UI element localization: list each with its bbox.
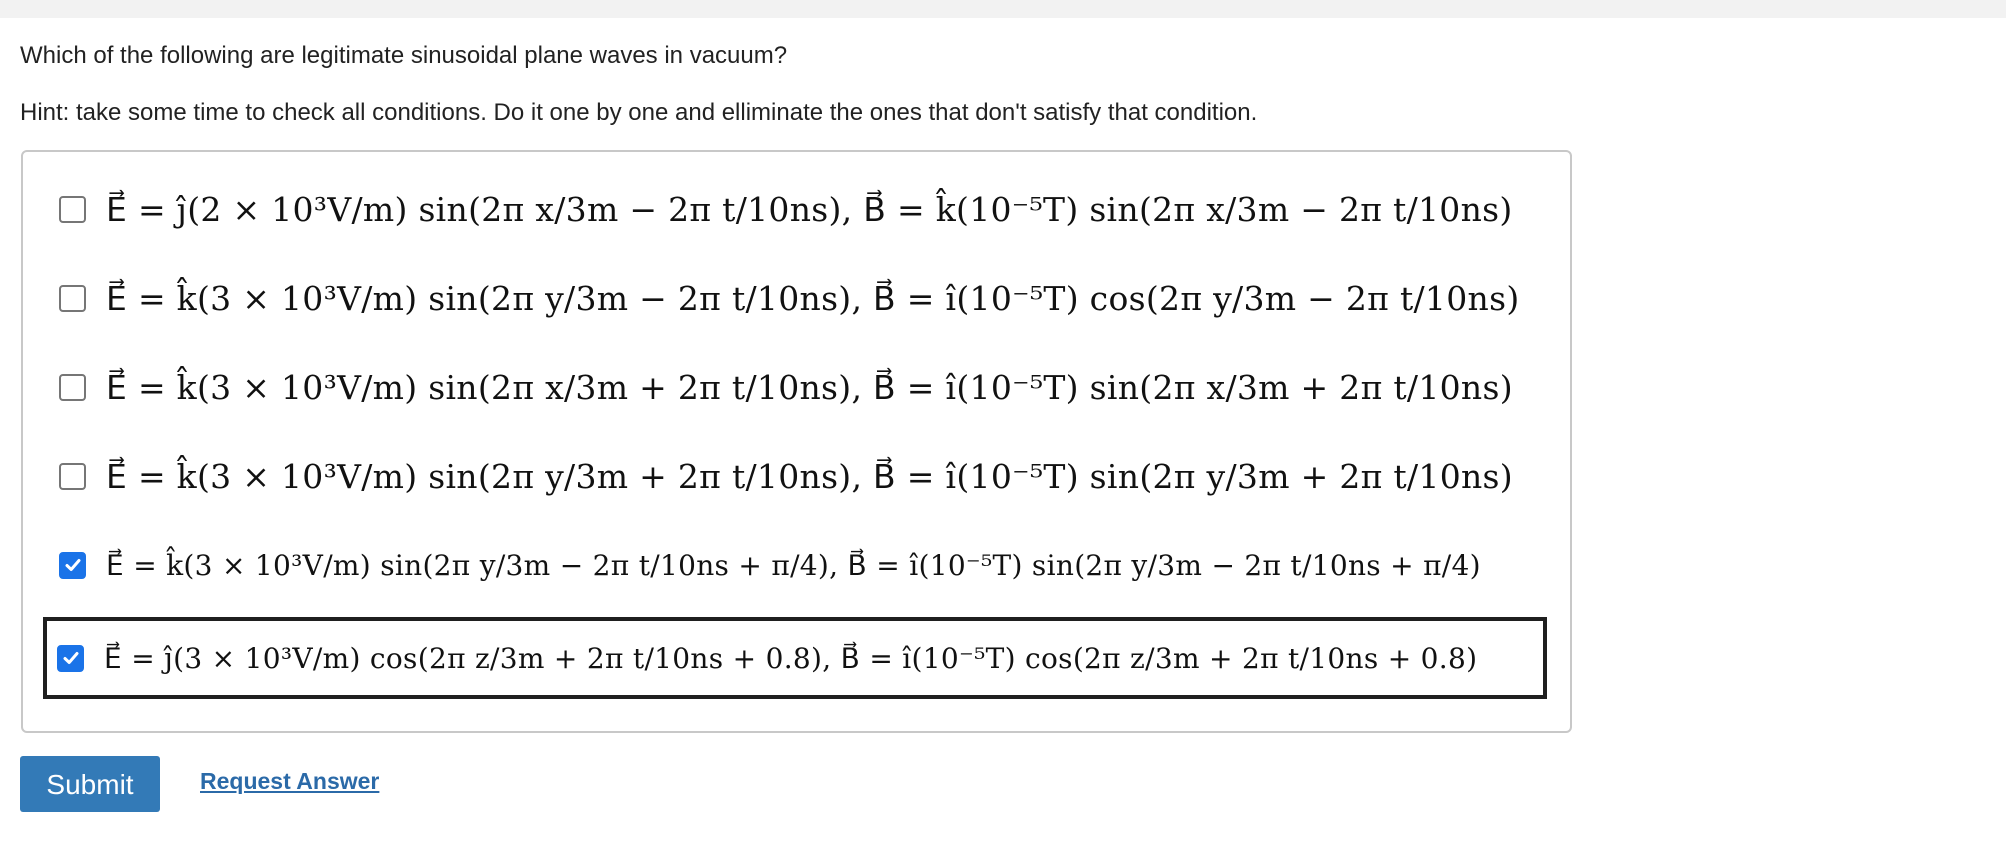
submit-button[interactable]: Submit: [20, 756, 160, 812]
option-checkbox[interactable]: [59, 374, 86, 401]
answer-option[interactable]: [45, 435, 1545, 517]
top-bar: [0, 0, 2006, 18]
option-formula: E⃗ = k̂(3 × 10³V/m) sin(2π y/3m + 2π t/10ns), B⃗ = î(10⁻⁵T) sin(2π y/3m + 2π t/10ns): [106, 456, 1513, 496]
answer-option[interactable]: [43, 617, 1547, 699]
hint-text: Hint: take some time to check all conditions. Do it one by one and elliminate the ones that don't satisfy that condition.: [20, 99, 1258, 126]
request-answer-link[interactable]: Request Answer: [200, 768, 380, 794]
option-checkbox[interactable]: [59, 552, 86, 579]
check-icon: [63, 555, 83, 575]
option-formula: E⃗ = k̂(3 × 10³V/m) sin(2π y/3m − 2π t/10ns + π/4), B⃗ = î(10⁻⁵T) sin(2π y/3m − 2π t/10ns + π/4): [106, 548, 1481, 582]
option-formula: E⃗ = ĵ(3 × 10³V/m) cos(2π z/3m + 2π t/10ns + 0.8), B⃗ = î(10⁻⁵T) cos(2π z/3m + 2π t/10ns + 0.8): [104, 641, 1478, 675]
check-icon: [61, 648, 81, 668]
answer-options-box: [21, 150, 1572, 733]
answer-option[interactable]: [45, 257, 1545, 339]
answer-option[interactable]: [45, 168, 1545, 250]
option-checkbox[interactable]: [59, 463, 86, 490]
option-checkbox[interactable]: [59, 196, 86, 223]
option-formula: E⃗ = k̂(3 × 10³V/m) sin(2π y/3m − 2π t/10ns), B⃗ = î(10⁻⁵T) cos(2π y/3m − 2π t/10ns): [106, 278, 1520, 318]
option-formula: E⃗ = k̂(3 × 10³V/m) sin(2π x/3m + 2π t/10ns), B⃗ = î(10⁻⁵T) sin(2π x/3m + 2π t/10ns): [106, 367, 1513, 407]
option-checkbox[interactable]: [59, 285, 86, 312]
answer-option[interactable]: [45, 346, 1545, 428]
option-formula: E⃗ = ĵ(2 × 10³V/m) sin(2π x/3m − 2π t/10ns), B⃗ = k̂(10⁻⁵T) sin(2π x/3m − 2π t/10ns): [106, 189, 1513, 229]
answer-option[interactable]: [45, 524, 1545, 606]
option-checkbox[interactable]: [57, 645, 84, 672]
question-text: Which of the following are legitimate sinusoidal plane waves in vacuum?: [20, 42, 788, 69]
